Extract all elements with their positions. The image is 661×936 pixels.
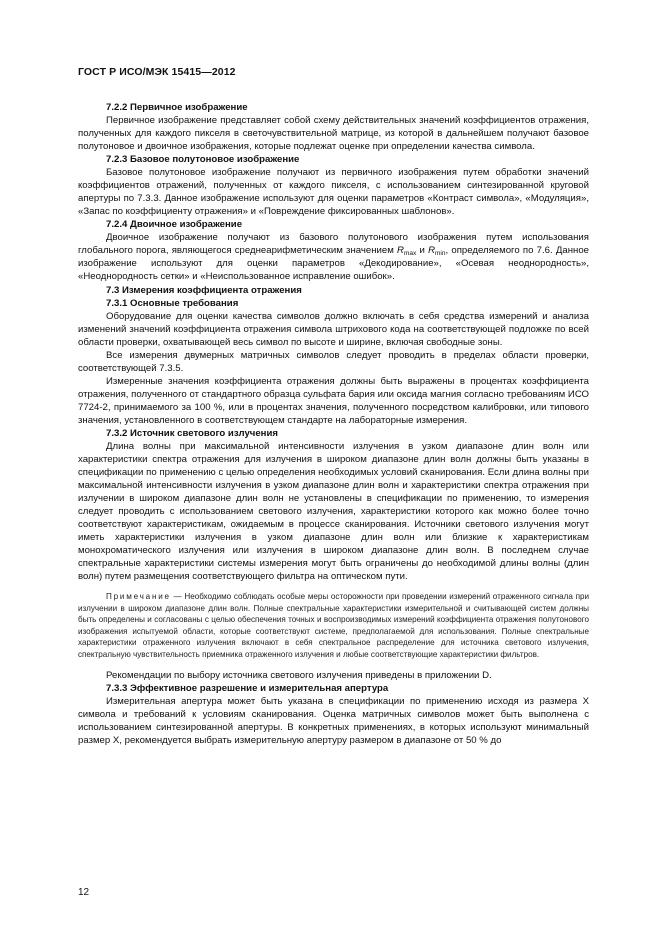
page-number: 12 xyxy=(78,887,90,898)
section-heading-7-3-2: 7.3.2 Источник светового излучения xyxy=(106,428,278,439)
section-heading-7-3: 7.3 Измерения коэффициента отражения xyxy=(106,285,302,296)
paragraph: Оборудование для оценки качества символов должно включать в себя средства измерений и анализа изменений значений коэффициента отражения символа штрихового кода на соответствующей подложке по всей области проверки, охватывающей весь символ по высоте и ширине, включая свободные зоны. xyxy=(78,311,589,348)
section-heading-7-2-4: 7.2.4 Двоичное изображение xyxy=(106,219,243,230)
paragraph: Рекомендации по выбору источника светового излучения приведены в приложении D. xyxy=(106,669,492,681)
section-heading-7-3-1: 7.3.1 Основные требования xyxy=(106,298,239,309)
paragraph: Измеренные значения коэффициента отражения должны быть выражены в процентах коэффициента отражения, полученного от стандартного образца сульфата бария или оксида магния согласно требованиям ИСО 7724-2, принимаемого за 100 %, или в процентах значения, полученного посредством калибровки, или типового значения, установленного в соответствующем стандарте на лабораторные измерения. xyxy=(78,376,589,426)
paragraph: Измерительная апертура может быть указана в спецификации по применению исходя из размера X символа и требований к условиям сканирования. Оценка матричных символов может быть выполнена с использованием синтезированной апертуры. В конкретных применениях, в которых используют минимальный размер X, рекомендуется выбрать измерительную апертуру размером в диапазоне от 50 % до xyxy=(78,695,589,746)
paragraph: Все измерения двумерных матричных символов следует проводить в пределах области проверки, соответствующей 7.3.5. xyxy=(78,350,589,374)
section-heading-7-3-3: 7.3.3 Эффективное разрешение и измерительная апертура xyxy=(106,682,389,694)
paragraph: Длина волны при максимальной интенсивности излучения в узком диапазоне длин волн или характеристики спектра отражения для излучения в широком диапазоне длин волн должны быть указаны в спецификации по применению с целью определения необходимых условий сканирования. Если длина волны при максимальной интенсивности излучения в узком диапазоне длин волн и характеристики спектра отражения при излучении в широком диапазоне длин волн не установлены в спецификации по применению, то измерения следует проводить с использованием светового излучения, характеристики которого как можно более точно соответствуют характеристикам, ожидаемым в процессе сканирования. Источники светового излучения могут иметь характеристики излучения в узком диапазоне длин волн или близкие к характеристикам монохроматического излучения или излучения в широком диапазоне длин волн. В последнем случае спектральные характеристики системы измерения могут быть ограничены до необходимой длины волны (длин волн) путем размещения соответствующего фильтра на оптическом пути. xyxy=(78,441,589,582)
document-body xyxy=(78,101,589,747)
note-text: — Необходимо соблюдать особые меры осторожности при проведении измерений отраженного сигнала при излучении в широком диапазоне длин волн. Полные спектральные характеристики измерительной и считывающей систем должны быть определены и согласованы с целью обеспечения точных и воспроизводимых измерений коэффициента отражения полутонового изображения испытуемой области, которые соответствуют системе, предполагаемой для использования. Полные спектральные характеристики отраженного излучения включают в себя спектральное распределение для источника светового излучения, спектральную чувствительность приемника отраженного излучения и любые соответствующие характеристики фильтров. xyxy=(78,592,589,659)
note-label: Примечание xyxy=(106,592,171,601)
note xyxy=(78,591,589,661)
paragraph: Базовое полутоновое изображение получают из первичного изображения путем обработки значений коэффициентов отражений, полученных от каждого пикселя, с использованием синтезированной круговой апертуры по 7.3.3. Данное изображение используют для оценки параметров «Контраст символа», «Модуляция», «Запас по коэффициенту отражения» и «Повреждение фиксированных шаблонов». xyxy=(78,167,589,217)
document-header: ГОСТ Р ИСО/МЭК 15415—2012 xyxy=(78,66,236,78)
paragraph: Первичное изображение представляет собой схему действительных значений коэффициентов отражения, полученных для каждого пикселя в светочувствительной матрице, из которой в дальнейшем получают базовое полутоновое и двоичное изображения, которые подлежат оценке при определении качества символа. xyxy=(78,115,589,152)
section-heading-7-2-2: 7.2.2 Первичное изображение xyxy=(106,102,248,113)
paragraph-binary-image: Двоичное изображение получают из базового полутонового изображения путем использования глобального порога, являющегося среднеарифметическим значением $R_{max}$ и $R_{min}$, определяемого по 7.6. Данное изображение используют для оценки параметров «Декодирование», «Осевая неоднородность», «Неоднородность сетки» и «Неиспользованное исправление ошибок». xyxy=(78,232,589,282)
section-heading-7-2-3: 7.2.3 Базовое полутоновое изображение xyxy=(106,154,300,165)
